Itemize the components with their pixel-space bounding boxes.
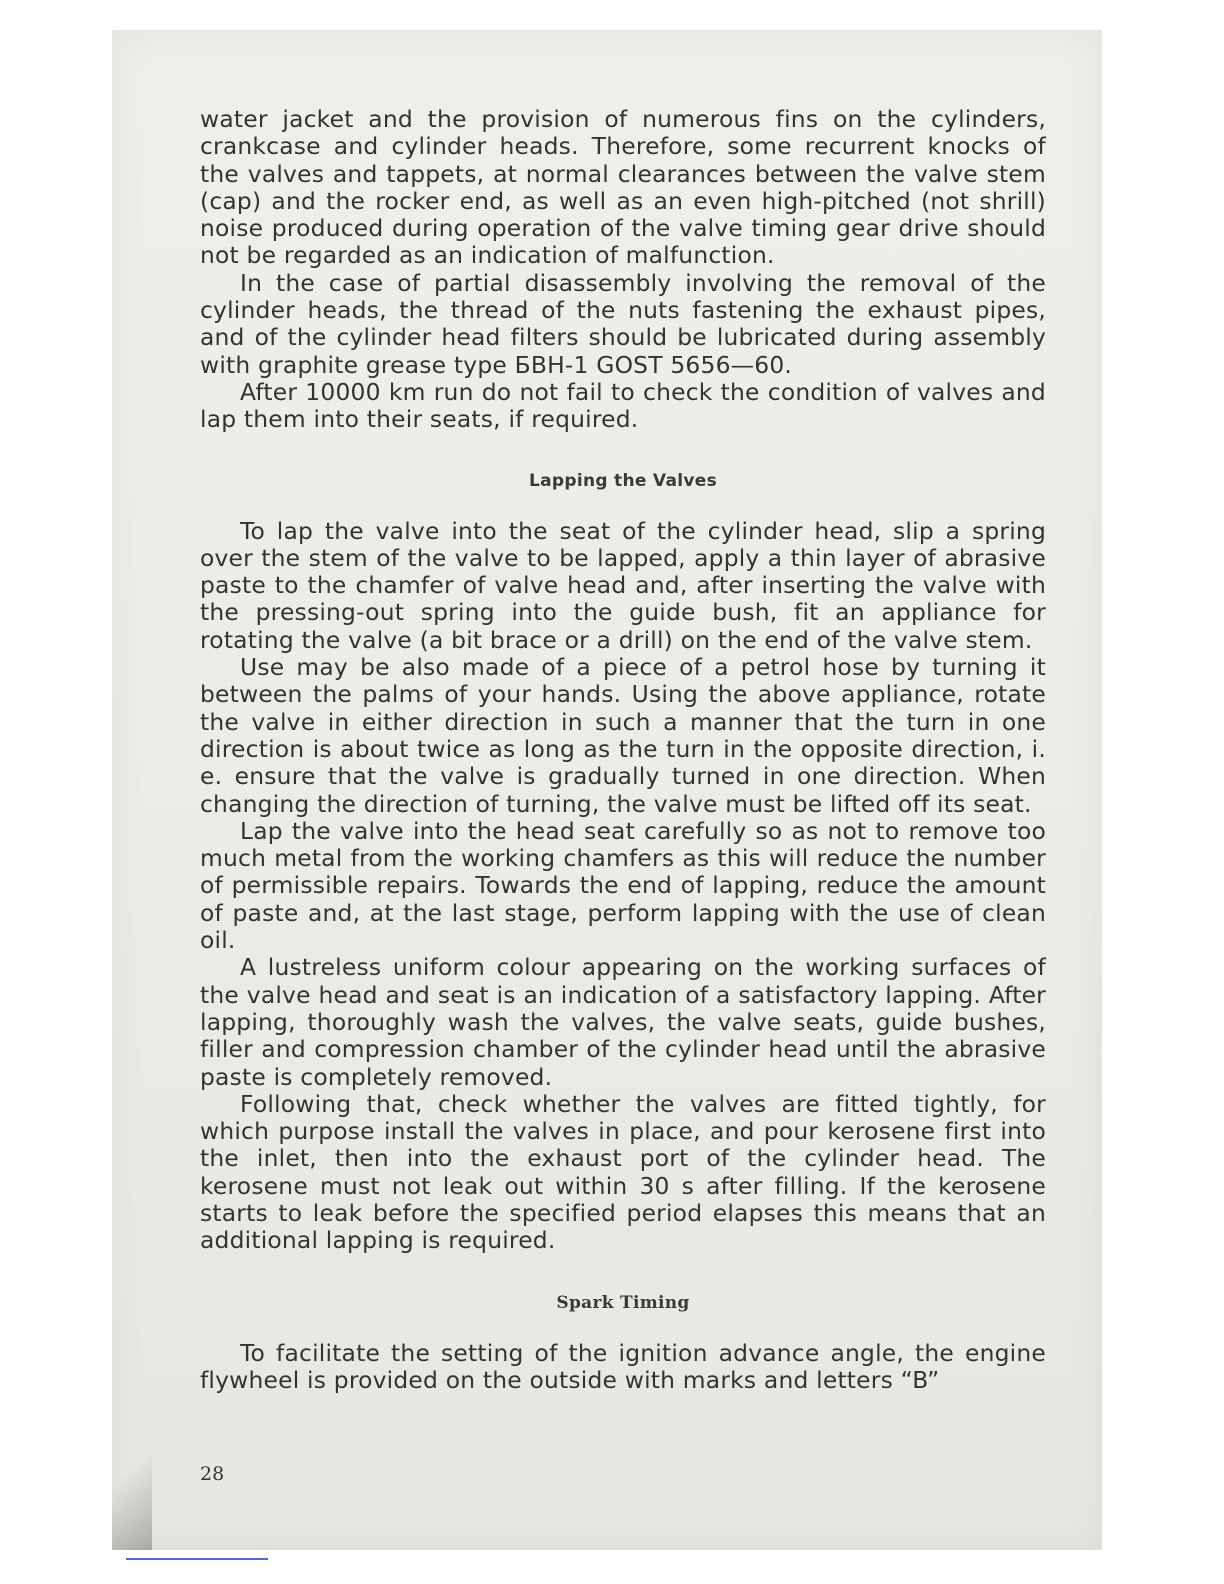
- lapping-paragraph-1: To lap the valve into the seat of the cylinder head, slip a spring over the stem of the valve to be lapped, apply a thin layer of abrasive paste to the chamfer of valve head and, after inserting the valve with the pressing-out spring into the guide bush, fit an appliance for rotating the valve (a bit brace or a drill) on the end of the valve stem.: [200, 516, 1046, 654]
- section-heading-lapping: Lapping the Valves: [529, 470, 717, 491]
- intro-paragraph-3: After 10000 km run do not fail to check the condition of valves and lap them into their seats, if required.: [200, 377, 1046, 434]
- lapping-paragraph-2: Use may be also made of a piece of a petrol hose by turning it between the palms of your hands. Using the above appliance, rotate the valve in either direction in such a manner that the turn in one direction is about twice as long as the turn in the opposite direction, i. e. ensure that the valve is gradually turned in one direction. When changing the direction of turning, the valve must be lifted off its seat.: [200, 653, 1046, 818]
- intro-paragraph-2: In the case of partial disassembly involving the removal of the cylinder heads, the thread of the nuts fastening the exhaust pipes, and of the cylinder head filters should be lubricated during assembly with graphite grease type БВН-1 GOST 5656—60.: [200, 268, 1046, 379]
- section-heading-spark-timing: Spark Timing: [556, 1292, 690, 1313]
- lapping-paragraph-4: A lustreless uniform colour appearing on the working surfaces of the valve head and seat is an indication of a satisfactory lapping. After lapping, thoroughly wash the valves, the valve seats, guide bushes, filler and compression chamber of the cylinder head until the abrasive paste is completely removed.: [200, 953, 1046, 1091]
- lapping-paragraph-5: Following that, check whether the valves are fitted tightly, for which purpose install the valves in place, and pour kerosene first into the inlet, then into the exhaust port of the cylinder head. The kerosene must not leak out within 30 s after filling. If the kerosene starts to leak before the specified period elapses this means that an additional lapping is required.: [200, 1089, 1046, 1255]
- lapping-paragraph-3: Lap the valve into the head seat carefully so as not to remove too much metal from the working chamfers as this will reduce the number of permissible repairs. Towards the end of lapping, reduce the amount of paste and, at the last stage, perform lapping with the use of clean oil.: [200, 816, 1046, 955]
- intro-paragraph-1: water jacket and the provision of numerous fins on the cylinders, crankcase and cylinder heads. Therefore, some recurrent knocks of the valves and tappets, at normal clearances between the valve stem (cap) and the rocker end, as well as an even high-pitched (not shrill) noise produced during operation of the valve timing gear drive should not be regarded as an indication of malfunction.: [200, 105, 1046, 270]
- spark-paragraph-1: To facilitate the setting of the ignition advance angle, the engine flywheel is provided on the outside with marks and letters “B”: [200, 1338, 1046, 1394]
- page-number: 28: [200, 1463, 225, 1485]
- page-body: [200, 106, 1046, 1394]
- link-underline: [126, 1558, 268, 1560]
